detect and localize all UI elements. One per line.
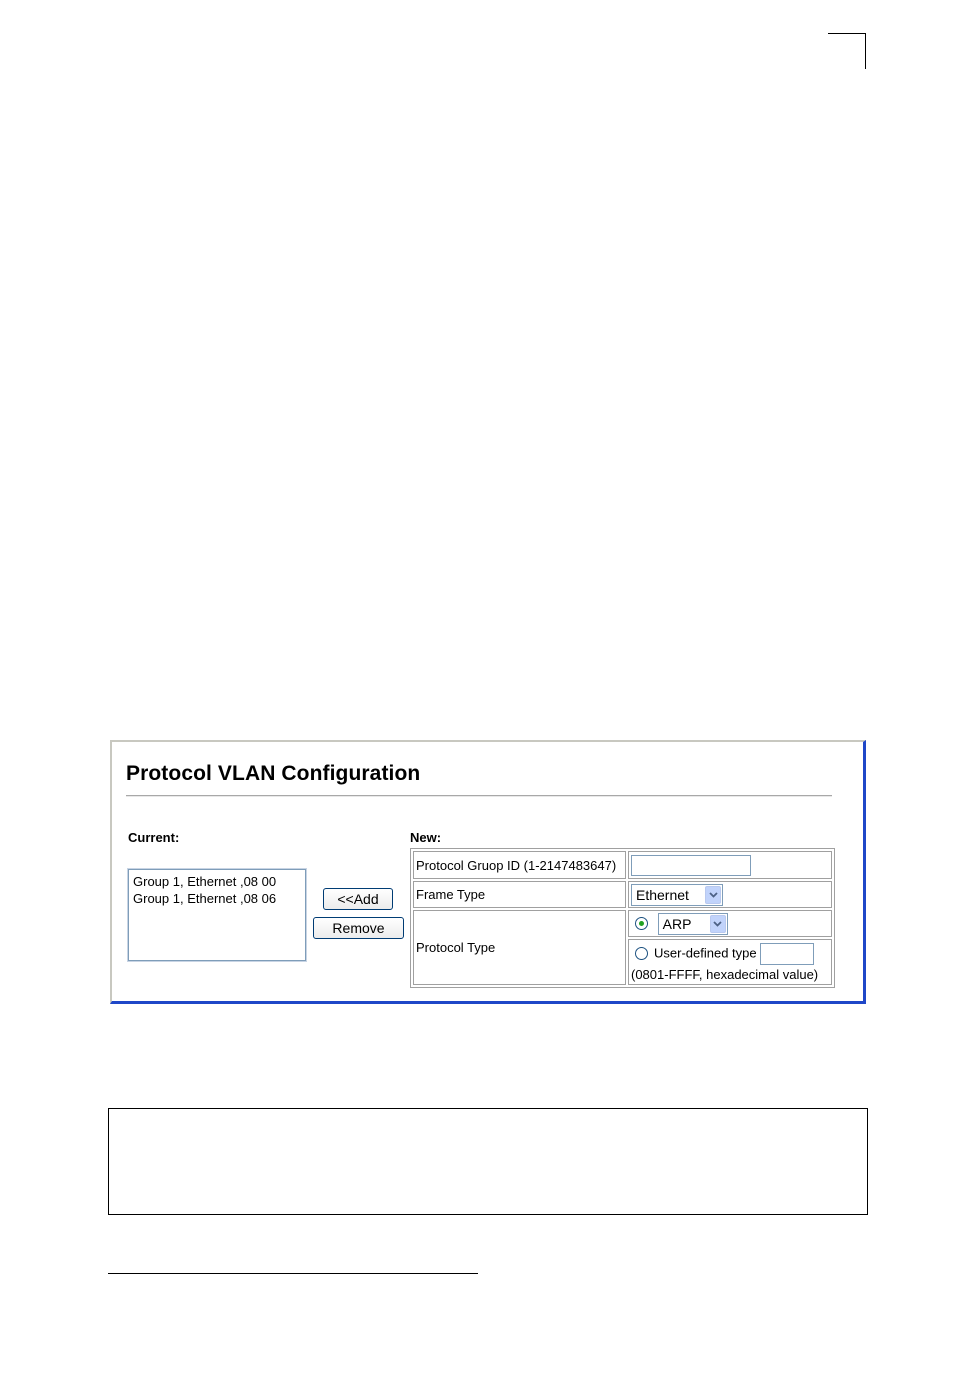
frame-type-label: Frame Type [413,881,626,908]
chevron-down-icon[interactable] [710,915,726,933]
current-groups-listbox[interactable] [128,869,306,961]
new-protocol-form [410,848,835,988]
user-defined-input[interactable] [760,943,814,965]
protocol-vlan-panel [110,740,866,1004]
new-label: New: [410,830,442,845]
user-defined-note: (0801-FFFF, hexadecimal value) [631,966,819,982]
list-item[interactable]: Group 1, Ethernet ,08 00 [133,874,277,889]
user-defined-radio[interactable] [635,947,648,960]
add-button[interactable]: <<Add [323,888,393,910]
remove-button[interactable]: Remove [313,917,404,939]
protocol-type-select[interactable] [658,913,728,935]
group-id-cell [628,851,832,879]
title-divider [126,795,832,797]
protocol-type-label: Protocol Type [413,910,626,985]
frame-type-value: Ethernet [636,886,689,903]
user-defined-label: User-defined type [654,944,757,960]
user-defined-cell [628,939,832,985]
group-id-input[interactable] [631,855,751,876]
outlined-box [108,1108,868,1215]
footnote-divider [108,1273,478,1274]
chevron-down-icon[interactable] [705,886,721,904]
protocol-preset-radio[interactable] [635,917,648,930]
protocol-option-cell [628,910,832,937]
frame-type-select[interactable] [631,884,723,906]
page-title: Protocol VLAN Configuration [126,762,421,785]
page-corner-mark [828,33,866,69]
list-item[interactable]: Group 1, Ethernet ,08 06 [133,891,277,906]
protocol-type-value: ARP [662,915,692,932]
frame-type-cell [628,881,832,908]
group-id-label: Protocol Gruop ID (1-2147483647) [413,851,626,879]
current-label: Current: [128,830,180,845]
